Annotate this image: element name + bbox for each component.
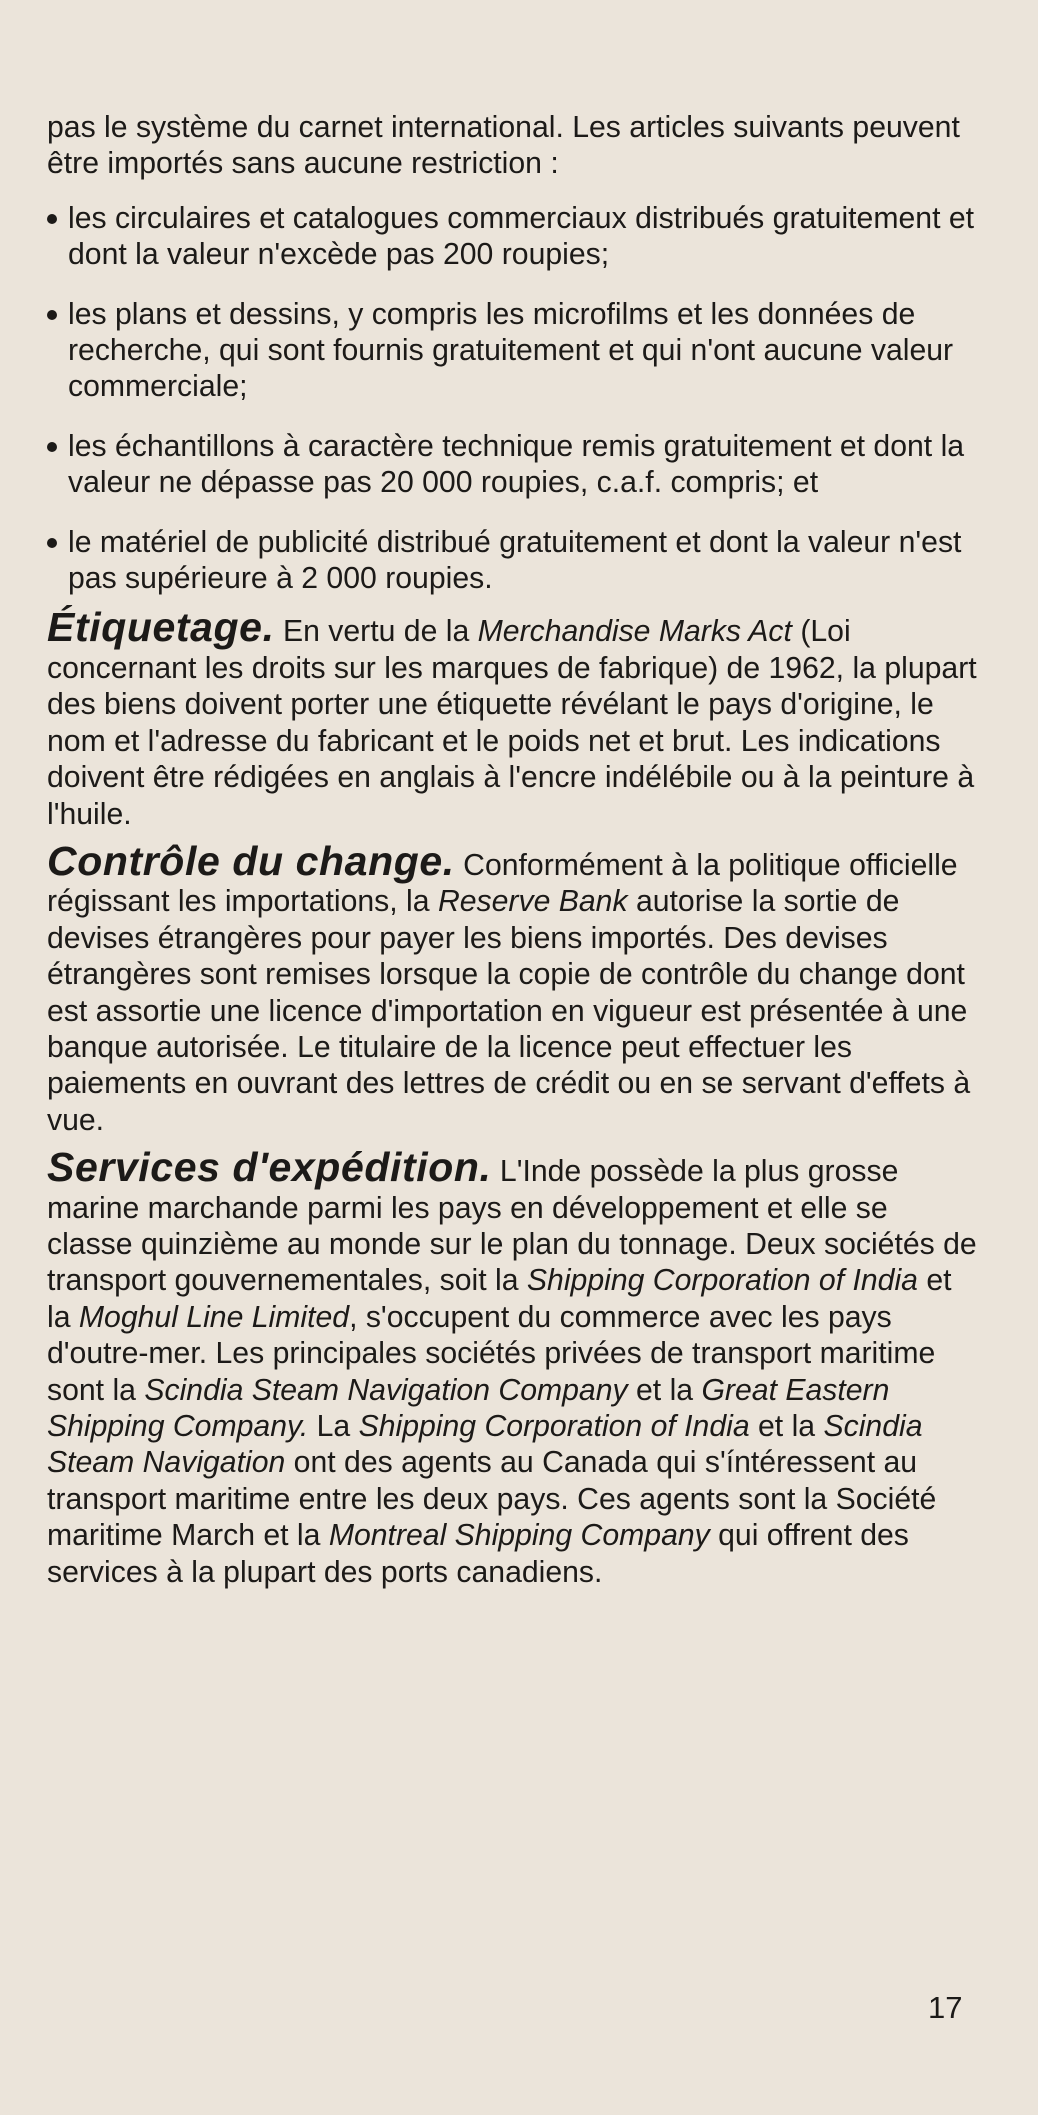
section-text: autorise la sortie de devises étrangères pour payer les biens importés. Des devises étrangères sont remises lorsque la copie de contrôle du change dont est assortie une licence d'importation en vigueur est présentée à une banque autorisée. Le titulaire de la licence peut effectuer les paiements en ouvrant des lettres de crédit ou en se servant d'effets à vue. (47, 885, 971, 1137)
list-item-text: les plans et dessins, y compris les microfilms et les données de recherche, qui sont fournis gratuitement et qui n'ont aucune valeur commerciale; (68, 297, 954, 404)
list-item-text: le matériel de publicité distribué gratuitement et dont la valeur n'est pas supérieure à 2 000 roupies. (68, 525, 962, 596)
section-text: , s'occupent du commerce avec les pays d'outre-mer. Les principales sociétés privées de transport maritime sont la (47, 1300, 936, 1407)
section-controle-du-change (47, 837, 977, 1139)
list-item (47, 429, 977, 502)
section-italic-term: Shipping Corporation of India (526, 1264, 918, 1298)
section-italic-term: Merchandise Marks Act (477, 615, 792, 649)
section-text: et la (47, 1264, 952, 1334)
section-text: Conformément à la politique officielle régissant les importations, la (47, 848, 958, 919)
section-italic-term: Montreal Shipping Company (328, 1519, 710, 1553)
section-italic-term: Scindia Steam Navigation Company (144, 1373, 628, 1407)
list-item (47, 297, 977, 406)
intro-paragraph: pas le système du carnet international. Les articles suivants peuvent être importés sans aucune restriction : (47, 111, 960, 181)
list-item-text: les échantillons à caractère technique remis gratuitement et dont la valeur ne dépasse pas 20 000 roupies, c.a.f. compris; et (68, 429, 965, 500)
section-services-expedition (47, 1144, 977, 1591)
section-text: et la (636, 1373, 694, 1407)
section-italic-term: Shipping Corporation of India (358, 1410, 750, 1443)
section-text: En vertu de la (282, 615, 470, 649)
section-italic-term: Great Eastern Shipping Company. (47, 1373, 890, 1443)
section-italic-term: Moghul Line Limited (78, 1300, 350, 1334)
section-text: qui offrent des services à la plupart des ports canadiens. (47, 1519, 909, 1589)
page-body (47, 110, 977, 1601)
list-item-text: les circulaires et catalogues commerciaux distribués gratuitement et dont la valeur n'excède pas 200 roupies; (68, 201, 975, 272)
import-exemptions-list (47, 201, 977, 598)
page-number: 17 (928, 1990, 963, 2025)
bullet-icon (47, 538, 57, 548)
section-heading-services: Services d'expédition. (47, 1144, 492, 1191)
list-item (47, 525, 977, 598)
bullet-icon (47, 310, 57, 320)
bullet-icon (47, 214, 57, 224)
section-heading-controle: Contrôle du change. (47, 837, 455, 884)
section-etiquetage (47, 604, 977, 832)
section-text: L'Inde possède la plus grosse marine marchande parmi les pays en développement et elle se classe quinzième au monde sur le plan du tonnage. Deux sociétés de transport gouvernementales, soit la (47, 1155, 977, 1298)
bullet-icon (47, 442, 57, 452)
section-text: La (316, 1410, 351, 1443)
section-italic-term: Reserve Bank (437, 885, 628, 919)
section-heading-etiquetage: Étiquetage. (47, 604, 275, 651)
section-text: ont des agents au Canada qui s'íntéressent au transport maritime entre les deux pays. Ces agents sont la Société maritime March et la (47, 1446, 937, 1553)
section-text: (Loi concernant les droits sur les marques de fabrique) de 1962, la plupart des biens doivent porter une étiquette révélant le pays d'origine, le nom et l'adresse du fabricant et le poids net et brut. Les indications doivent être rédigées en anglais à l'encre indélébile ou à la peinture à l'huile. (47, 615, 977, 831)
list-item (47, 201, 977, 274)
section-italic-term: Scindia Steam Navigation (47, 1410, 923, 1480)
section-text: et la (758, 1410, 816, 1443)
